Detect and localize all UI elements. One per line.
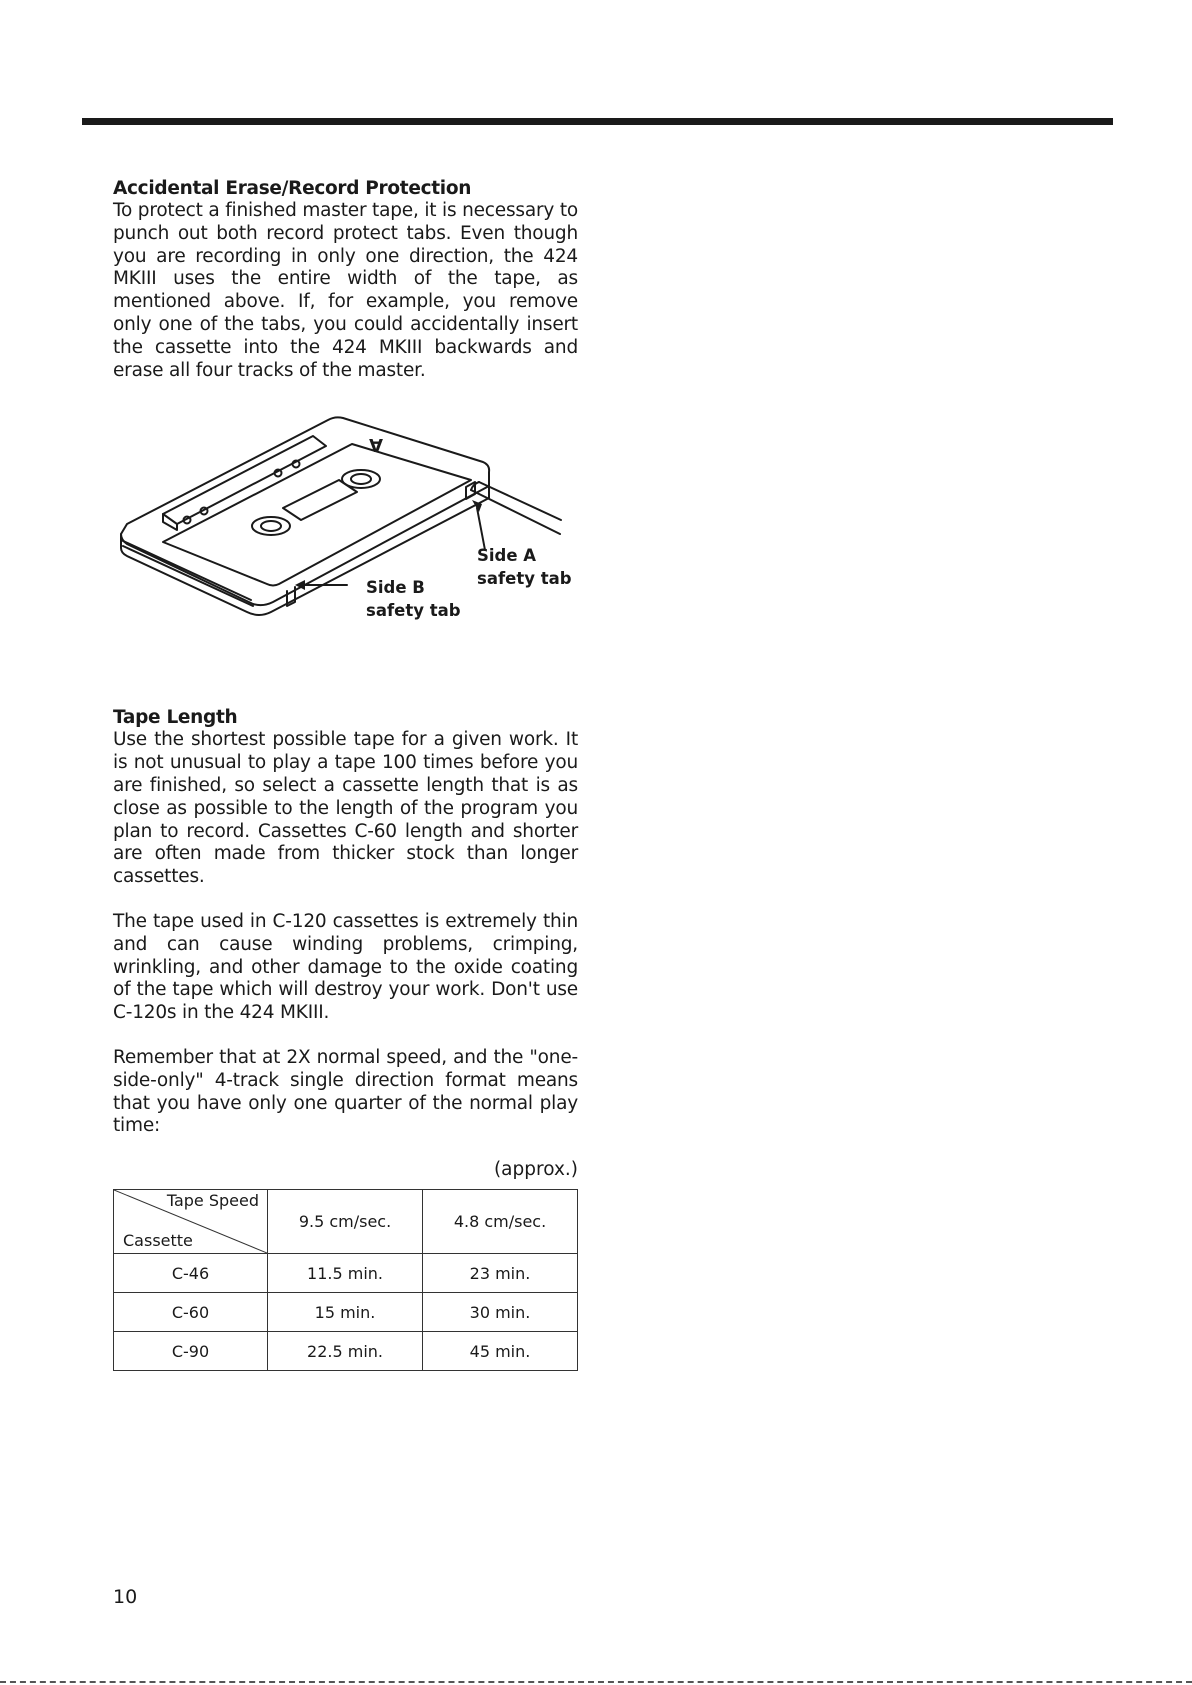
table-row	[114, 1332, 578, 1371]
tape-length-paragraph-2: The tape used in C-120 cassettes is extremely thin and can cause winding problems, crimping, wrinkling, and other damage to the oxide coating of the tape which will destroy your work. Don't use C-120s in the 424 MKIII.	[113, 910, 578, 1024]
page-bottom-edge	[0, 1681, 1192, 1683]
time-cell: 30 min.	[423, 1293, 578, 1332]
content-column	[113, 177, 578, 1371]
table-row	[114, 1254, 578, 1293]
side-a-sublabel: safety tab	[477, 569, 572, 589]
time-cell: 45 min.	[423, 1332, 578, 1371]
side-b-callout	[366, 576, 461, 622]
section-heading-tape-length: Tape Length	[113, 707, 238, 729]
cassette-illustration	[113, 416, 578, 664]
cassette-cell: C-60	[114, 1293, 268, 1332]
time-cell: 22.5 min.	[268, 1332, 423, 1371]
cassette-side-letter: A	[369, 434, 383, 456]
side-a-label: Side A	[477, 546, 537, 566]
table-row	[114, 1293, 578, 1332]
tape-length-table	[113, 1189, 578, 1371]
side-b-label: Side B	[366, 578, 425, 598]
cassette-cell: C-90	[114, 1332, 268, 1371]
cassette-cell: C-46	[114, 1254, 268, 1293]
tape-length-paragraph-3: Remember that at 2X normal speed, and the "one-side-only" 4-track single direction format means that you have only one quarter of the normal play time:	[113, 1046, 578, 1137]
tape-length-paragraph-1: Use the shortest possible tape for a given work. It is not unusual to play a tape 100 times before you are finished, so select a cassette length that is as close as possible to the length of the program you plan to record. Cassettes C-60 length and shorter are often made from thicker stock than longer cassettes.	[113, 729, 578, 888]
page-number: 10	[113, 1586, 138, 1608]
corner-label-tape-speed: Tape Speed	[166, 1191, 259, 1211]
side-a-callout	[477, 544, 572, 590]
side-b-sublabel: safety tab	[366, 601, 461, 621]
section-heading-protection: Accidental Erase/Record Protection	[113, 178, 472, 199]
time-cell: 15 min.	[268, 1293, 423, 1332]
cassette-drawing	[113, 416, 578, 664]
top-rule	[82, 118, 1113, 125]
column-header-speed-2: 4.8 cm/sec.	[423, 1190, 578, 1254]
protection-paragraph: To protect a finished master tape, it is necessary to punch out both record protect tabs. Even though you are recording in only one direction, the 424 MKIII uses the entire width of the tape, as mentioned above. If, for example, you remove only one of the tabs, you could accidentally insert the cassette into the 424 MKIII backwards and erase all four tracks of the master.	[113, 200, 578, 381]
table-header-row	[114, 1190, 578, 1254]
table-corner-cell	[114, 1190, 268, 1254]
column-header-speed-1: 9.5 cm/sec.	[268, 1190, 423, 1254]
corner-label-cassette: Cassette	[123, 1231, 193, 1251]
table-approx-note: (approx.)	[493, 1159, 578, 1181]
time-cell: 23 min.	[423, 1254, 578, 1293]
time-cell: 11.5 min.	[268, 1254, 423, 1293]
